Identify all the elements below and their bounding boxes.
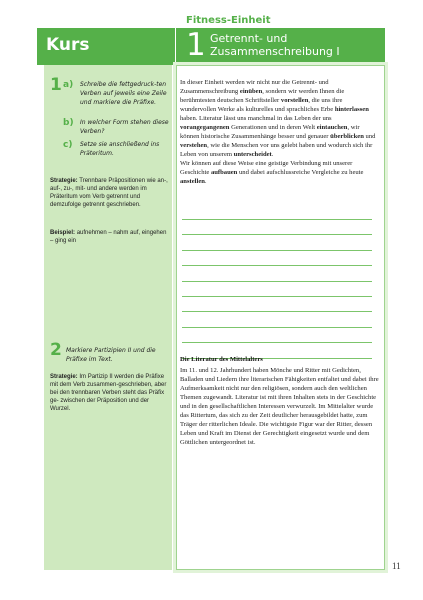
- page-number: 11: [392, 561, 401, 571]
- section-text: Im 11. und 12. Jahrhundert haben Mönche und Ritter mit Gedichten, Balladen und Liedern ihre literarischen Fähigkeiten entfaltet und dabei ihre Aufmerksamkeit nicht nur den religiösen, sondern auch den weltlichen Themen zugewandt. Literatur ist mit ihren Inhalten stets in der Geschichte und in den gesellschaftlichen Interessen verwurzelt. Im Mittelalter wurde das Rittertum, das sich zu der Zeit deutlicher herausgebildet hatte, zum Träger der ritterlichen Ideale. Die wichtigste Figur war der Ritter, dessen Leben und Kraft im Dienst der Gerechtigkeit eingesetzt wurde und dem Göttlichen untergeordnet ist.: [180, 367, 379, 446]
- bold-verb: vorangegangenen: [180, 124, 230, 131]
- bold-verb: anstellen: [180, 178, 205, 185]
- example-label: Beispiel:: [50, 230, 76, 236]
- writing-line[interactable]: [182, 327, 372, 328]
- bold-verb: vorstellen: [280, 97, 309, 104]
- text-segment: .: [271, 151, 274, 158]
- bold-verb: unterscheidet: [233, 151, 272, 158]
- text-segment: Generationen und in deren Welt: [229, 124, 317, 131]
- exercise-2-number: 2: [50, 340, 62, 360]
- bold-verb: verstehen: [180, 142, 208, 149]
- intro-paragraph-1: [180, 78, 380, 159]
- text-segment: , sondern wir werden Ihnen die berühmtesten deutschen Schriftsteller: [180, 88, 345, 104]
- text-segment: haben. Literatur lässt uns manchmal in das Leben der uns: [180, 115, 332, 122]
- text-segment: und: [363, 133, 376, 140]
- strategy-2: [50, 373, 170, 413]
- bold-verb: hinterlassen: [334, 106, 369, 113]
- writing-line[interactable]: [182, 265, 372, 266]
- intro-text: [180, 78, 380, 186]
- intro-paragraph-2: [180, 159, 380, 186]
- task-b-text: In welcher Form stehen diese Verben?: [80, 119, 169, 135]
- writing-line[interactable]: [182, 281, 372, 282]
- bold-verb: aufbauen: [210, 169, 238, 176]
- kurs-title: Kurs: [46, 35, 90, 55]
- text-segment: , wir können historische Zusammenhänge besser und genauer: [180, 124, 360, 140]
- text-segment: , die uns ihre wundervollen Werke als kulturelles und sprachliches Erbe: [180, 97, 343, 113]
- writing-line[interactable]: [182, 234, 372, 235]
- fitness-label: Fitness-Einheit: [186, 15, 271, 26]
- writing-line[interactable]: [182, 296, 372, 297]
- example-1: [50, 229, 170, 245]
- text-segment: und dabei aufschlussreiche Vergleiche zu heute: [237, 169, 364, 176]
- writing-line[interactable]: [182, 219, 372, 220]
- exercise-2-text: Markiere Partizipien II und die Präfixe im Text.: [66, 347, 156, 363]
- example-text: aufnehmen – nahm auf, eingehen – ging ein: [50, 230, 167, 244]
- text-segment: In dieser Einheit werden wir nicht nur die Getrennt- und Zusammenschreibung: [180, 79, 329, 95]
- bold-verb: eintauchen: [316, 124, 348, 131]
- strategy-2-label: Strategie:: [50, 374, 78, 380]
- writing-line[interactable]: [182, 342, 372, 343]
- writing-line[interactable]: [182, 311, 372, 312]
- writing-line[interactable]: [182, 250, 372, 251]
- text-segment: .: [204, 178, 207, 185]
- strategy-1: [50, 177, 170, 209]
- bold-verb: einüben: [239, 88, 263, 95]
- unit-title: Getrennt- und Zusammenschreibung I: [210, 32, 340, 58]
- task-c-text: Setze sie anschließend ins Präteritum.: [80, 141, 160, 157]
- unit-number: 1: [186, 27, 206, 63]
- task-a-text: Schreibe die fettgedruck-ten Verben auf jeweils eine Zeile und markiere die Präfixe.: [80, 81, 167, 106]
- task-b-letter: b): [63, 118, 74, 128]
- section-heading: Die Literatur des Mittelalters: [180, 356, 263, 363]
- text-segment: Wir können auf diese Weise eine geistige Verbindung mit unserer Geschichte: [180, 160, 353, 176]
- strategy-2-text: Im Partizip II werden die Präfixe mit dem Verb zusammen-geschrieben, aber bei den trennbaren Verben steht das Präfix ge- zwischen der Präposition und der Wurzel.: [50, 374, 167, 412]
- exercise-1-number: 1: [50, 75, 62, 95]
- task-c-letter: c): [63, 140, 73, 150]
- strategy-1-label: Strategie:: [50, 178, 78, 184]
- text-segment: , wie die Menschen vor uns gelebt haben und wodurch sich ihr Leben von unserem: [180, 142, 373, 158]
- task-a-letter: a): [63, 80, 74, 90]
- strategy-1-text: Trennbare Präpositionen wie an-, auf-, zu-, mit- und andere werden im Präteritum vom Verb getrennt und demzufolge getrennt geschrieben.: [50, 178, 168, 208]
- bold-verb: überblicken: [330, 133, 364, 140]
- sidebar-panel: [44, 28, 172, 570]
